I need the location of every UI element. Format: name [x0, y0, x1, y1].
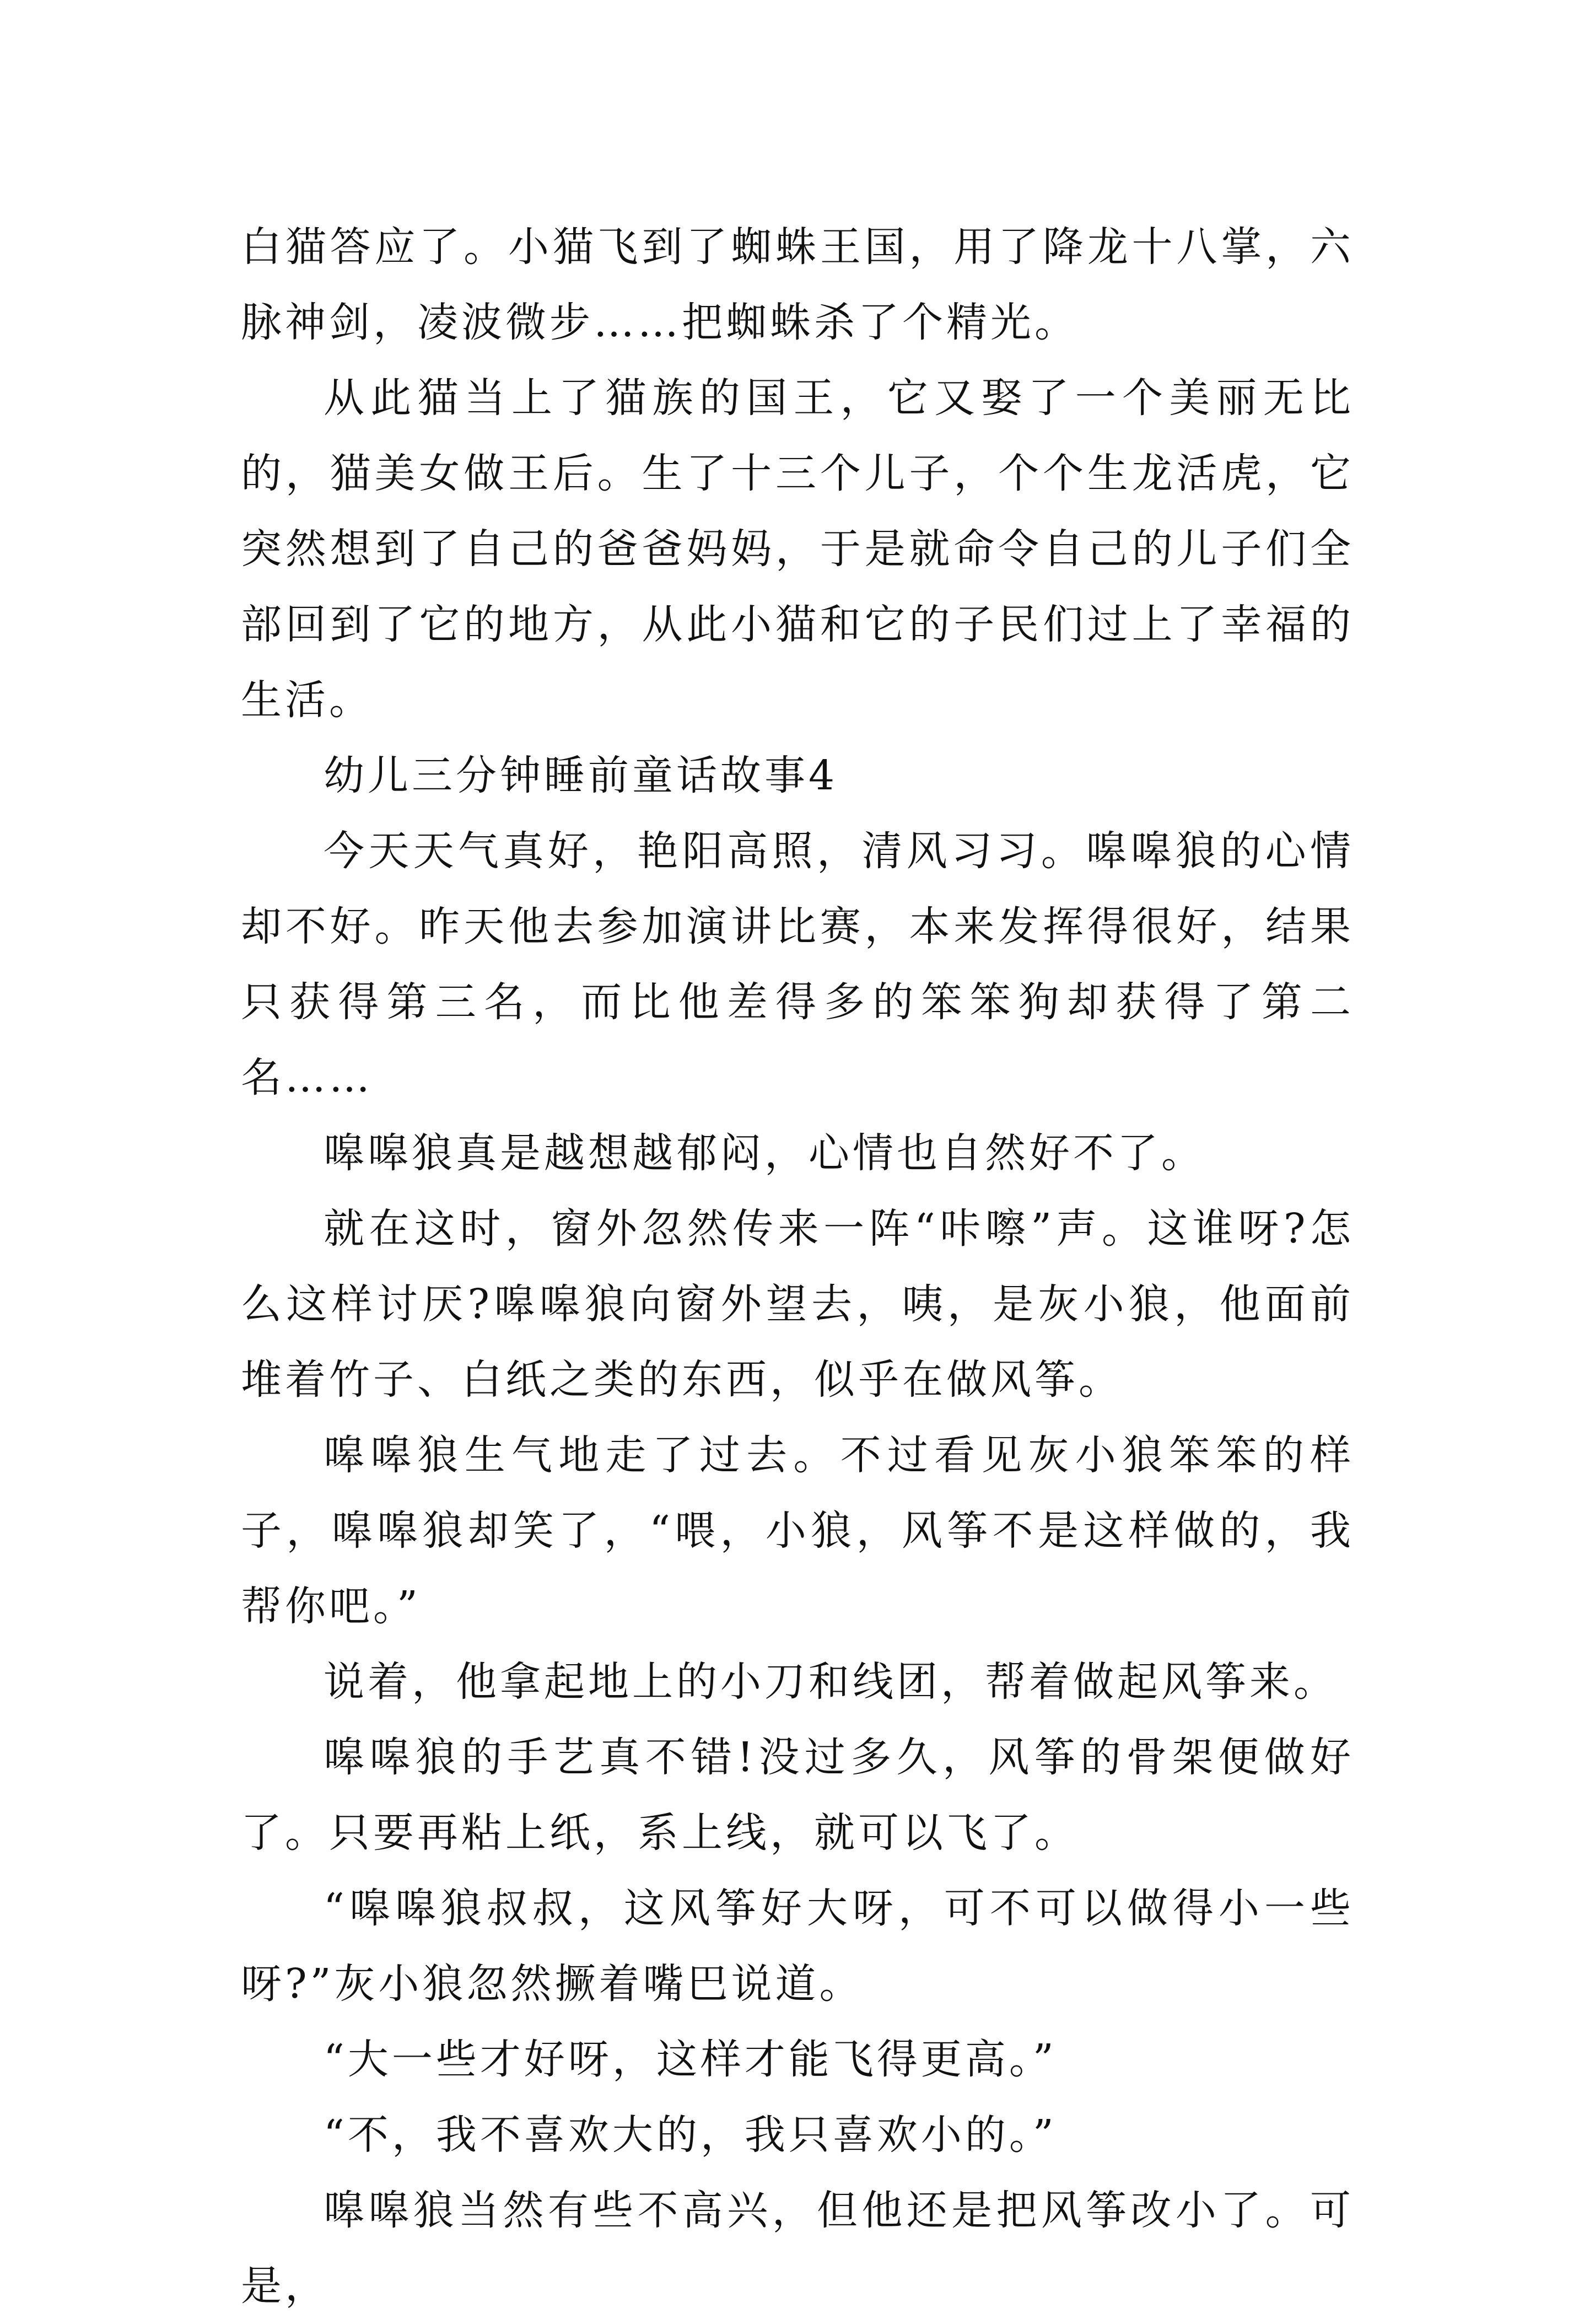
- paragraph: 嗥嗥狼真是越想越郁闷，心情也自然好不了。: [324, 1129, 1205, 1177]
- story-heading: 幼儿三分钟睡前童话故事4: [324, 752, 838, 799]
- paragraph: 就在这时，窗外忽然传来一阵“咔嚓”声。这谁呀?怎么这样讨厌?嗥嗥狼向窗外望去，咦，是灰小狼，他面前堆着竹子、白纸之类的东西，似乎在做风筝。: [241, 1205, 1354, 1403]
- paragraph: 说着，他拿起地上的小刀和线团，帮着做起风筝来。: [324, 1658, 1338, 1706]
- paragraph: 今天天气真好，艳阳高照，清风习习。嗥嗥狼的心情却不好。昨天他去参加演讲比赛，本来发挥得很好，结果只获得第三名，而比他差得多的笨笨狗却获得了第二名……: [241, 827, 1354, 1101]
- body-text: [241, 209, 1354, 2324]
- paragraph: 嗥嗥狼当然有些不高兴，但他还是把风筝改小了。可是，: [241, 2187, 1354, 2310]
- paragraph: 嗥嗥狼生气地走了过去。不过看见灰小狼笨笨的样子，嗥嗥狼却笑了，“喂，小狼，风筝不是这样做的，我帮你吧。”: [241, 1432, 1354, 1630]
- paragraph: “大一些才好呀，这样才能飞得更高。”: [324, 2036, 1057, 2083]
- paragraph: “嗥嗥狼叔叔，这风筝好大呀，可不可以做得小一些呀?”灰小狼忽然撅着嘴巴说道。: [241, 1885, 1354, 2008]
- paragraph: 嗥嗥狼的手艺真不错!没过多久，风筝的骨架便做好了。只要再粘上纸，系上线，就可以飞了。: [241, 1734, 1354, 1857]
- paragraph: 从此猫当上了猫族的国王，它又娶了一个美丽无比的，猫美女做王后。生了十三个儿子，个个生龙活虎，它突然想到了自己的爸爸妈妈，于是就命令自己的儿子们全部回到了它的地方，从此小猫和它的子民们过上了幸福的生活。: [241, 374, 1354, 724]
- paragraph: “不，我不喜欢大的，我只喜欢小的。”: [324, 2111, 1057, 2159]
- paragraph: 白猫答应了。小猫飞到了蜘蛛王国，用了降龙十八掌，六脉神剑，凌波微步……把蜘蛛杀了个精光。: [241, 223, 1354, 346]
